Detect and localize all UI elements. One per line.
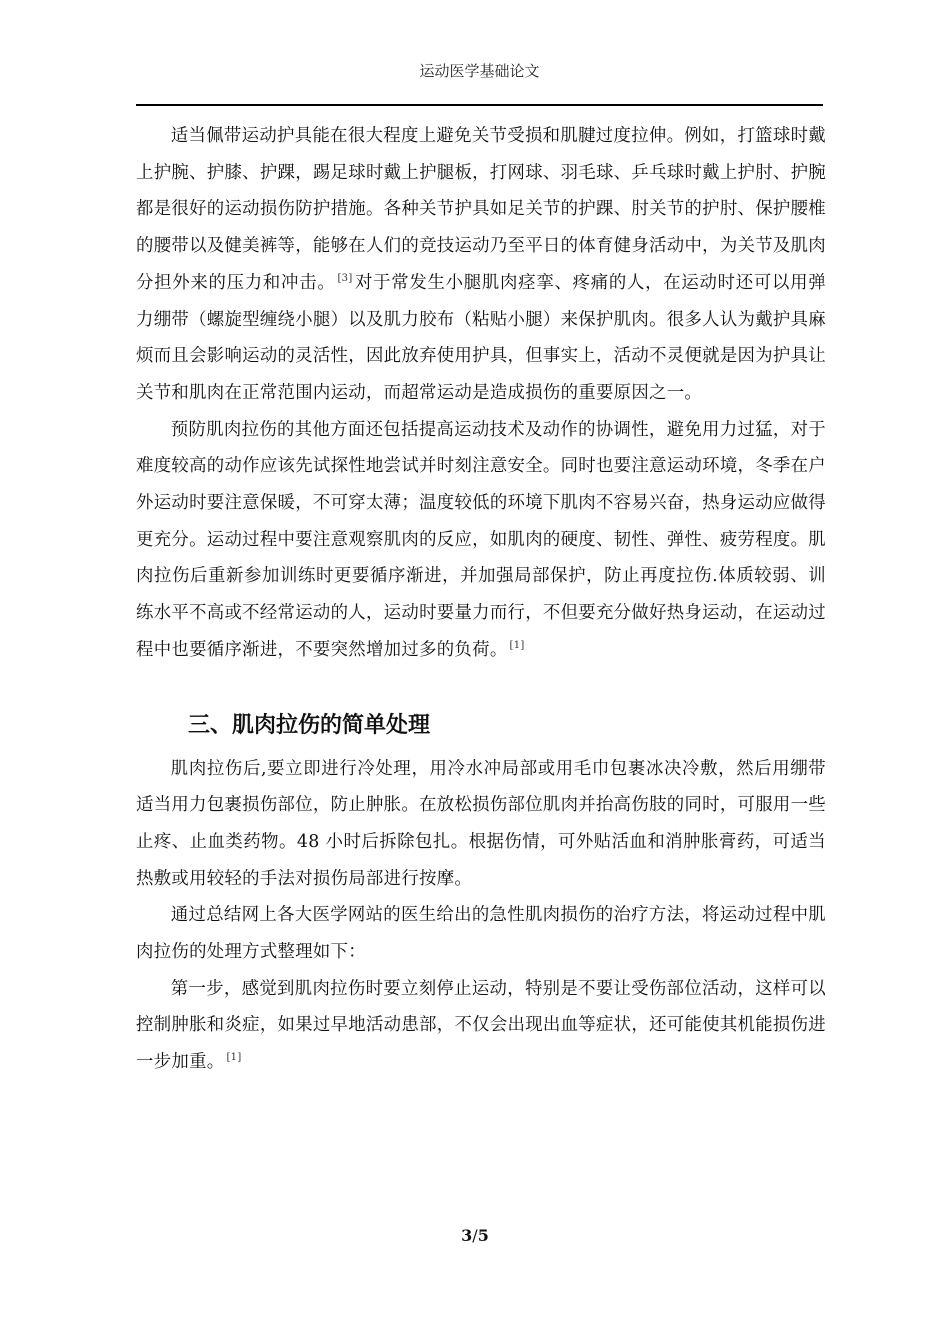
paragraph-text: 通过总结网上各大医学网站的医生给出的急性肌肉损伤的治疗方法，将运动过程中肌肉拉伤的处理方式整理如下： [136,905,826,963]
paragraph-text: 预防肌肉拉伤的其他方面还包括提高运动技术及动作的协调性，避免用力过猛，对于难度较高的动作应该先试探性地尝试并时刻注意安全。同时也要注意运动环境，冬季在户外运动时要注意保暖，不可穿太薄；温度较低的环境下肌肉不容易兴奋，热身运动应做得更充分。运动过程中要注意观察肌肉的反应，如肌肉的硬度、韧性、弹性、疲劳程度。肌肉拉伤后重新参加训练时更要循序渐进，并加强局部保护，防止再度拉伤.体质较弱、训练水平不高或不经常运动的人，运动时要量力而行，不但要充分做好热身运动，在运动过程中也要循序渐进，不要突然增加过多的负荷。 [136,419,826,660]
total-pages: 5 [477,1226,489,1245]
paragraph-summary [136,897,826,970]
paragraph-protective-gear [136,118,826,412]
section-heading: 三、肌肉拉伤的简单处理 [188,711,431,738]
running-header: 运动医学基础论文 [419,62,540,80]
paragraph-step-one [136,971,826,1081]
document-body [136,118,826,1081]
header-divider [136,104,823,106]
citation-ref: [3] [337,272,353,284]
paragraph-text: 适当佩带运动护具能在很大程度上避免关节受损和肌腱过度拉伸。例如，打篮球时戴上护腕、护膝、护踝，踢足球时戴上护腿板，打网球、羽毛球、乒乓球时戴上护肘、护腕都是很好的运动损伤防护措施。各种关节护具如足关节的护踝、肘关节的护肘、保护腰椎的腰带以及健美裤等，能够在人们的竞技运动乃至平日的体育健身活动中，为关节及肌肉分担外来的压力和冲击。 [136,126,826,293]
citation-ref: [1] [226,1052,242,1064]
paragraph-text: 肌肉拉伤后,要立即进行冷处理，用冷水冲局部或用毛巾包裹冰决冷敷，然后用绷带适当用力包裹损伤部位，防止肿胀。在放松损伤部位肌肉并抬高伤肢的同时，可服用一些止疼、止血类药物。48 小时后拆除包扎。根据伤情，可外贴活血和消肿胀膏药，可适当热敷或用较轻的手法对损伤局部进行按摩。 [136,758,826,889]
paragraph-treatment [136,751,826,898]
page-separator: / [472,1226,478,1245]
page-number [0,1226,950,1245]
paragraph-text: 第一步，感觉到肌肉拉伤时要立刻停止运动，特别是不要让受伤部位活动，这样可以控制肿胀和炎症，如果过早地活动患部，不仅会出现出血等症状，还可能使其机能损伤进一步加重。 [136,978,826,1073]
paragraph-text-continued: 对于常发生小腿肌肉痉挛、疼痛的人，在运动时还可以用弹力绷带（螺旋型缠绕小腿）以及肌力胶布（粘贴小腿）来保护肌肉。很多人认为戴护具麻烦而且会影响运动的灵活性，因此放弃使用护具，但事实上，活动不灵便就是因为护具让关节和肌肉在正常范围内运动，而超常运动是造成损伤的重要原因之一。 [136,272,826,403]
paragraph-prevention [136,412,826,669]
current-page: 3 [461,1226,473,1245]
citation-ref: [1] [509,639,525,651]
